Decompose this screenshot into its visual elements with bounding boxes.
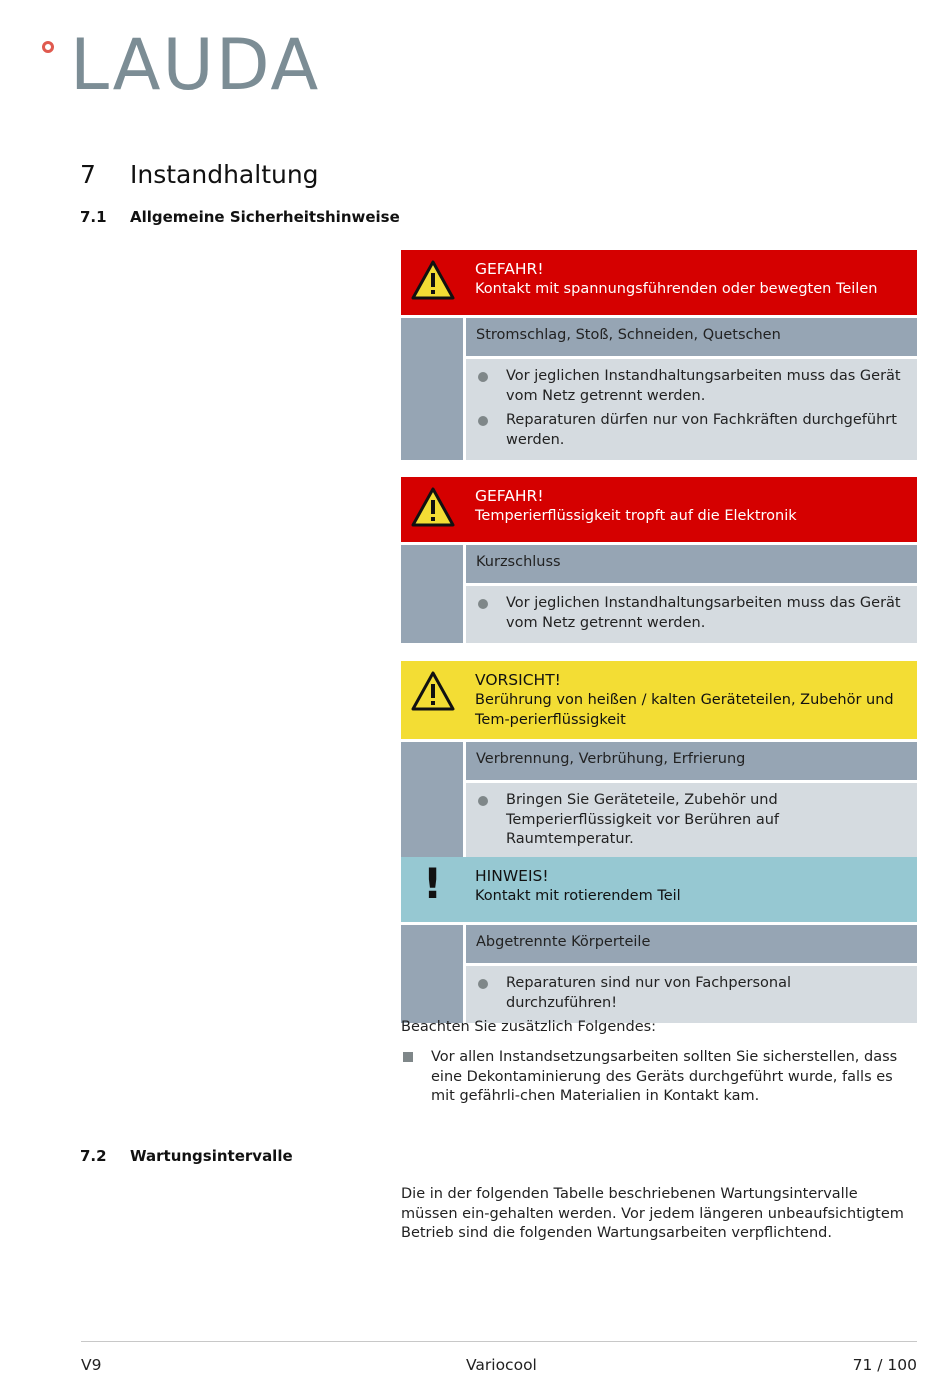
notice-consequence: Abgetrennte Körperteile: [466, 925, 917, 963]
footer-divider: [81, 1341, 917, 1342]
notice-title: Kontakt mit rotierendem Teil: [475, 888, 681, 904]
exclamation-icon: !: [423, 859, 443, 908]
warning-triangle-icon: [411, 671, 455, 711]
maintenance-paragraph: Die in der folgenden Tabelle beschriebenen Wartungsintervalle müssen ein-gehalten werden. Vor jedem längeren unbeaufsichtigtem Betrieb sind die folgenden Wartungsarbeiten verpflichtend.: [401, 1186, 904, 1241]
warning-side-bar: [401, 742, 463, 860]
warning-actions: [466, 783, 917, 860]
warning-actions: [466, 586, 917, 643]
action-item: Vor jeglichen Instandhaltungsarbeiten muss das Gerät vom Netz getrennt werden.: [506, 594, 903, 633]
warning-header: [401, 477, 917, 542]
signal-word: HINWEIS!: [475, 867, 549, 885]
warning-title: Temperierflüssigkeit tropft auf die Elektronik: [475, 508, 797, 524]
warning-consequence: Verbrennung, Verbrühung, Erfrierung: [466, 742, 917, 780]
section-title: Allgemeine Sicherheitshinweise: [130, 208, 400, 226]
notice-block: [401, 857, 917, 1023]
additional-intro: Beachten Sie zusätzlich Folgendes:: [401, 1019, 657, 1035]
chapter-number: 7: [80, 160, 96, 189]
action-item: Bringen Sie Geräteteile, Zubehör und Temperierflüssigkeit vor Berühren auf Raumtemperatur.: [506, 791, 903, 850]
action-item: Reparaturen dürfen nur von Fachkräften durchgeführt werden.: [506, 411, 903, 450]
logo-ring-icon: [42, 41, 54, 53]
chapter-title: Instandhaltung: [130, 160, 319, 189]
action-item: Reparaturen sind nur von Fachpersonal durchzuführen!: [506, 974, 903, 1013]
warning-triangle-icon: [411, 487, 455, 527]
notice-header: [401, 857, 917, 922]
additional-item: Vor allen Instandsetzungsarbeiten sollten Sie sicherstellen, dass eine Dekontaminierung des Geräts durchgeführt wurde, falls es mit gefährli-chen Materialien in Kontakt kam.: [401, 1048, 917, 1107]
section-title: Wartungsintervalle: [130, 1147, 293, 1165]
notice-side-bar: [401, 925, 463, 1023]
warning-header: [401, 661, 917, 739]
footer-version: V9: [81, 1356, 102, 1374]
warning-title: Kontakt mit spannungsführenden oder bewegten Teilen: [475, 281, 878, 297]
warning-consequence: Kurzschluss: [466, 545, 917, 583]
warning-block-danger-2: [401, 477, 917, 643]
footer-product: Variocool: [466, 1356, 537, 1374]
warning-actions: [466, 359, 917, 460]
warning-triangle-icon: [411, 260, 455, 300]
warning-side-bar: [401, 318, 463, 460]
signal-word: GEFAHR!: [475, 260, 544, 278]
section-number: 7.1: [80, 208, 107, 226]
action-item: Vor jeglichen Instandhaltungsarbeiten muss das Gerät vom Netz getrennt werden.: [506, 367, 903, 406]
footer-page: 71 / 100: [852, 1356, 917, 1374]
warning-consequence: Stromschlag, Stoß, Schneiden, Quetschen: [466, 318, 917, 356]
warning-side-bar: [401, 545, 463, 643]
notice-actions: [466, 966, 917, 1023]
logo-text: LAUDA: [70, 24, 321, 106]
warning-title: Berührung von heißen / kalten Geräteteilen, Zubehör und Tem-perierflüssigkeit: [475, 692, 894, 728]
signal-word: GEFAHR!: [475, 487, 544, 505]
warning-block-caution: [401, 661, 917, 860]
warning-header: [401, 250, 917, 315]
warning-block-danger-1: [401, 250, 917, 460]
section-number: 7.2: [80, 1147, 107, 1165]
signal-word: VORSICHT!: [475, 671, 561, 689]
